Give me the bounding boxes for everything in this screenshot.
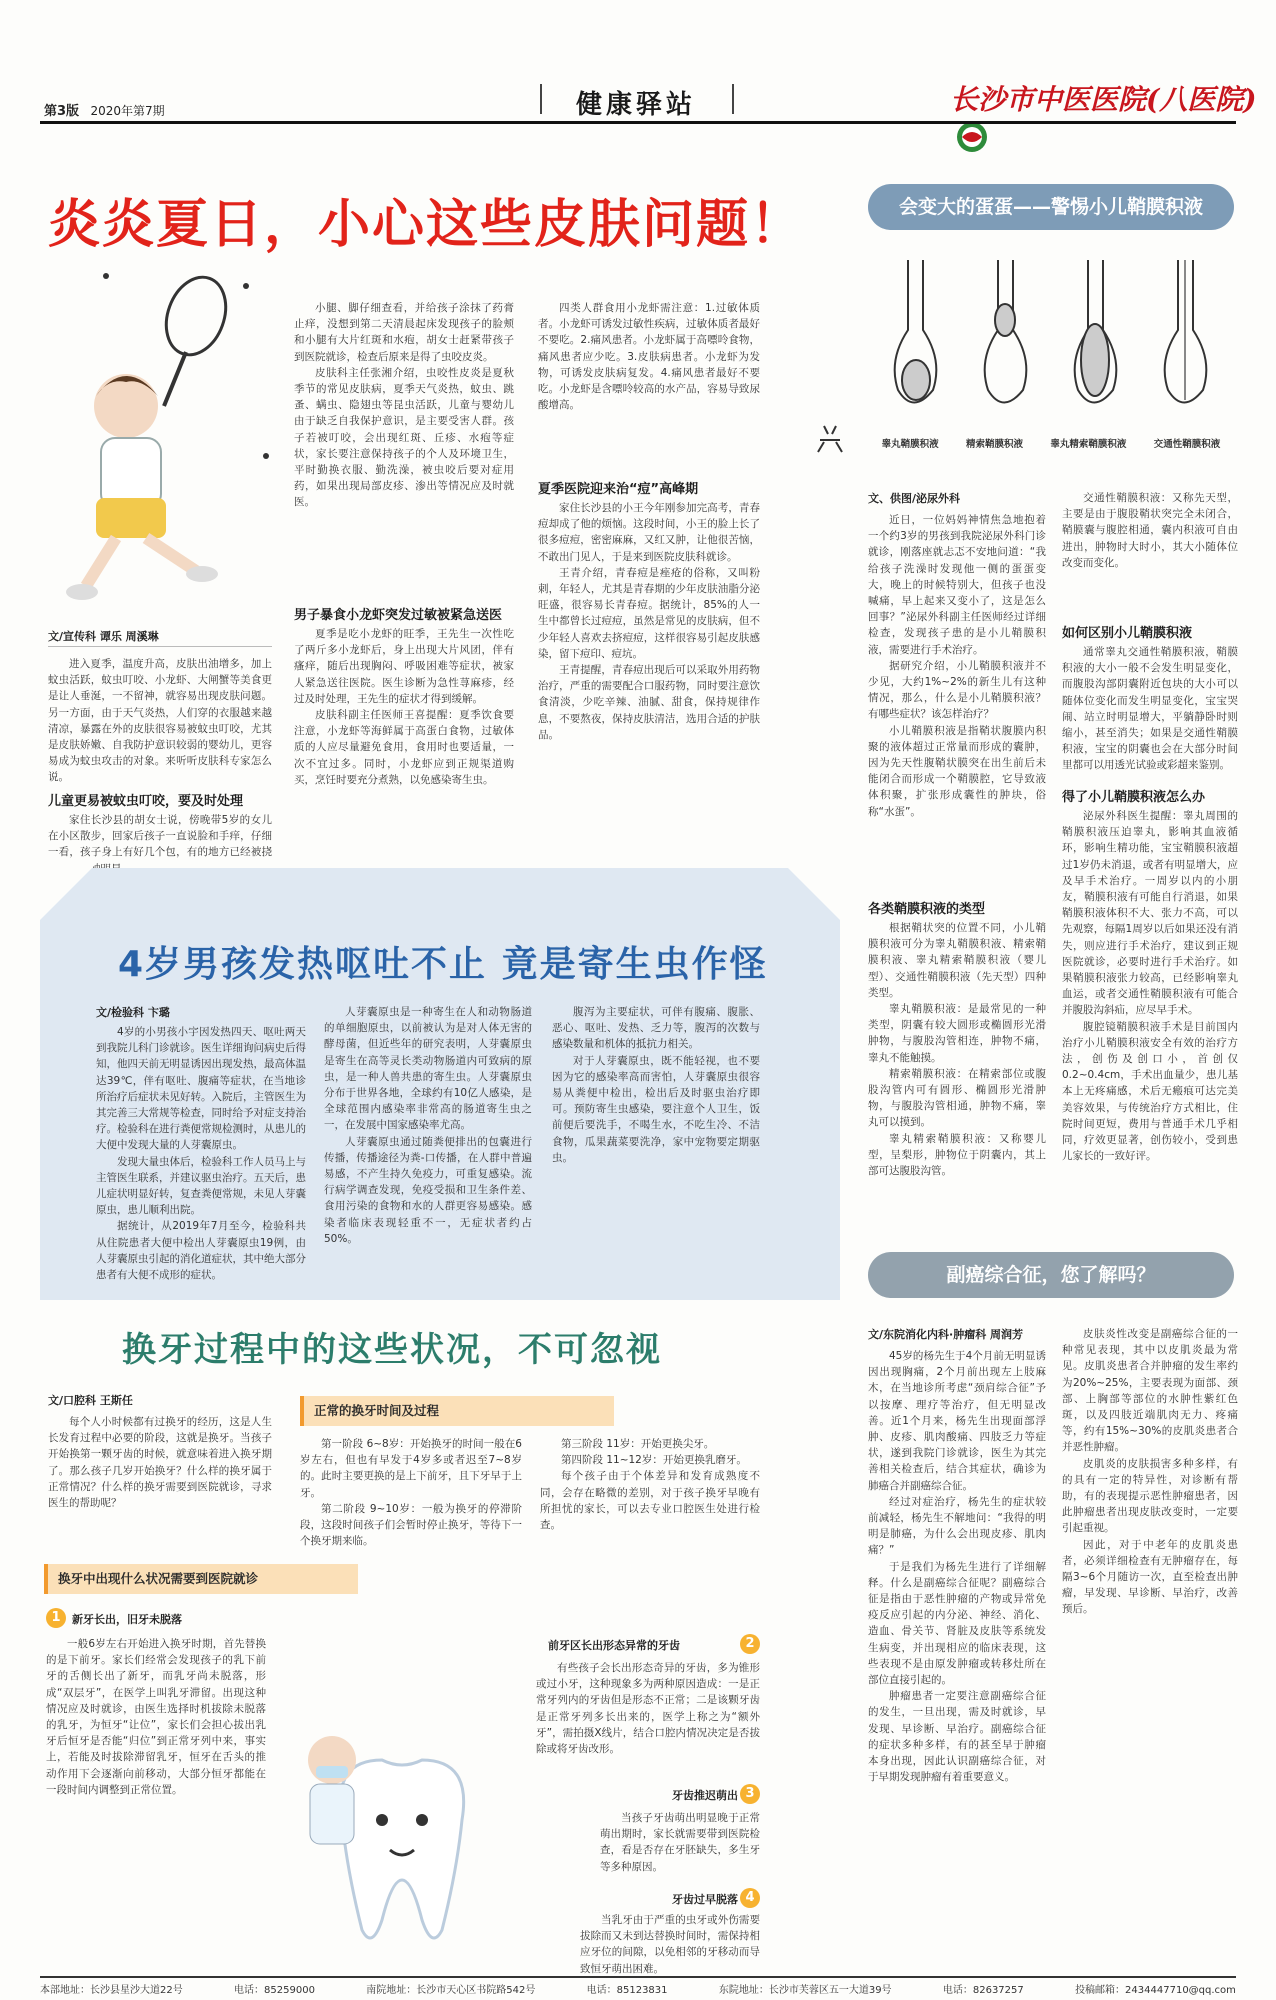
header-rule [40,121,1236,124]
article4-byline: 文、供图/泌尿外科 [868,492,961,505]
article3-intro: 每个人小时候都有过换牙的经历，这是人生长发育过程中必要的阶段，这就是换牙。当孩子开始换第一颗牙齿的时候，就意味着进入换牙期了。那么孩子几岁开始换牙？什么样的换牙属于正常情况？什么样的换牙需要到医院就诊，寻求医生的帮助呢？ [48,1416,272,1510]
label-testis-cord-hydrocele: 睾丸精索鞘膜积液 [1050,439,1127,450]
article4-col1-bottom: 根据鞘状突的位置不同，小儿鞘膜积液可分为睾丸鞘膜积液、精索鞘膜积液、睾丸精索鞘膜积液（婴儿型）、交通性鞘膜积液（先天型）四种类型。 睾丸鞘膜积液：是最常见的一种类型，阴囊有较大圆形或椭圆形光滑肿物，与腹股沟管相连，肿物不痛，睾丸不能触摸。 精索鞘膜积液：在精索部位或腹股沟管内可有圆形、椭圆形光滑肿物，与腹股沟管相通，肿物不痛，睾丸可以摸到。 睾丸精索鞘膜积液：又称婴儿型，呈梨形，肿物位于阴囊内，其上部可达腹股沟管。 [868,922,1046,1178]
label-normal-process: 正常的换牙时间及过程 [300,1396,614,1426]
label-clinic-visit: 换牙中出现什么状况需要到医院就诊 [44,1564,358,1594]
page-issue [44,100,165,119]
article1-col3-bottom: 家住长沙县的小王今年刚参加完高考，青春痘却成了他的烦恼。这段时间，小王的脸上长了很多痘痘，密密麻麻，又红又肿，让他很苦恼，不敢出门见人，于是来到医院皮肤科就诊。 王青介绍，青春痘是痤疮的俗称，又叫粉刺，年轻人，尤其是青春期的少年皮肤油脂分泌旺盛，很容易长青春痘。据统计，85%的人一生中都曾长过痘痘，虽然是常见的皮肤病，但不少年轻人喜欢去挤痘痘，这样很容易引起皮肤感染，留下痘印、痘坑。 王青提醒，青春痘出现后可以采取外用药物治疗，严重的需要配合口服药物，同时要注意饮食清淡，少吃辛辣、油腻、甜食，保持规律作息，不要熬夜，保持皮肤清洁，选用合适的护肤品。 [538,502,760,741]
footer-email: 投稿邮箱：2434447710@qq.com [1075,1985,1236,1996]
article2-col3: 腹泻为主要症状，可伴有腹痛、腹胀、恶心、呕吐、发热、乏力等，腹泻的次数与感染数量和机体的抵抗力相关。 对于人芽囊原虫，既不能轻视，也不要因为它的感染率高而害怕，人芽囊原虫很容易从粪便中检出，检出后及时驱虫治疗即可。预防寄生虫感染，要注意个人卫生，饭前便后要洗手，不喝生水，不吃生冷、不洁食物，瓜果蔬菜要洗净，家中宠物要定期驱虫。 [552,1006,760,1164]
diagram-labels [868,436,1234,450]
footer-addr-east: 东院地址：长沙市芙蓉区五一大道39号 [718,1985,892,1996]
item1-title: 新牙长出，旧牙未脱落 [72,1613,182,1626]
article2-byline: 文/检验科 卞璐 [96,1006,170,1019]
article1-title: 炎炎夏日，小心这些皮肤问题！ [48,195,805,255]
item3-text: 当孩子牙齿萌出明显晚于正常萌出期时，家长就需要带到医院检查，看是否存在牙胚缺失，多生牙等多种原因。 [600,1812,760,1873]
item1-number: 1 [46,1608,66,1628]
article1-sub1: 儿童更易被蚊虫叮咬，要及时处理 [48,794,244,809]
item2-title: 前牙区长出形态异常的牙齿 [548,1639,680,1652]
article4-sub3: 得了小儿鞘膜积液怎么办 [1062,790,1206,805]
item4-number: 4 [740,1888,760,1908]
article5-col1: 45岁的杨先生于4个月前无明显诱因出现胸痛，2个月前出现左上肢麻木，在当地诊所考虑“颈肩综合征”予以按摩、理疗等治疗，但无明显改善。近1个月来，杨先生出现面部浮肿、皮疹、肌肉酸痛、四肢乏力等症状，遂到我院门诊就诊，医生为其完善相关检查后，结合其症状，确诊为肺癌合并副癌综合征。 经过对症治疗，杨先生的症状较前减轻，杨先生不解地问：“我得的明明是肺癌，为什么会出现皮疹、肌肉痛？” 于是我们为杨先生进行了详细解释。什么是副癌综合征呢？副癌综合征是指由于恶性肿瘤的产物或异常免疫反应引起的内分泌、神经、消化、造血、骨关节、肾脏及皮肤等系统发生病变，并出现相应的临床表现，这些表现不是由原发肿瘤或转移灶所在部位直接引起的。 肿瘤患者一定要注意副癌综合征的发生，一旦出现，需及时就诊，早发现、早诊断、早治疗。副癌综合征的症状多种多样，有的甚至早于肿瘤本身出现，因此认识副癌综合征，对于早期发现肿瘤有着重要意义。 [868,1350,1046,1784]
label-cord-hydrocele: 精索鞘膜积液 [966,439,1024,450]
article1-sub2: 男子暴食小龙虾突发过敏被紧急送医 [294,608,503,623]
item3-number: 3 [740,1784,760,1804]
article4-col2-bottom: 泌尿外科医生提醒：睾丸周围的鞘膜积液压迫睾丸，影响其血液循环，影响生精功能，宝宝鞘膜积液超过1岁仍未消退，或者有明显增大，应及早手术治疗。一周岁以内的小朋友，鞘膜积液有可能自行消退，如果鞘膜积液体积不大、张力不高，可以先观察，每隔1周岁以后如果还没有消失，则应进行手术治疗，建议到正规医院就诊，必要时进行手术治疗。如果鞘膜积液张力较高，已经影响睾丸血运，或者交通性鞘膜积液有可能合并腹股沟斜疝，应尽早手术。 腹腔镜鞘膜积液手术是目前国内治疗小儿鞘膜积液安全有效的治疗方法，创伤及创口小，首创仅0.2~0.4cm，手术出血量少，患儿基本上无疼痛感，术后无瘢痕可达完美美容效果，与传统治疗方式相比，住院时间更短，费用与普通手术几乎相同，疗效更显著，创伤较小，受到患儿家长的一致好评。 [1062,810,1238,1163]
article1-byline: 文/宣传科 谭乐 周溪琳 [48,630,159,643]
article5-byline: 文/东院消化内科·肿瘤科 周润芳 [868,1328,1024,1341]
article1-col2-top: 小腿、脚仔细查看，并给孩子涂抹了药膏止痒，没想到第二天清晨起床发现孩子的脸颊和小腿有大片红斑和水疱，胡女士赶紧带孩子到医院就诊，检查后原来是得了虫咬皮炎。 皮肤科主任张湘介绍，虫咬性皮炎是夏秋季节的常见皮肤病，夏季天气炎热，蚊虫、跳蚤、螨虫、隐翅虫等昆虫活跃，儿童与婴幼儿由于缺乏自我保护意识，是主要受害人群。孩子若被叮咬，会出现红斑、丘疹、水疱等症状，家长要注意保持孩子的个人及环境卫生，平时勤换衣服、勤洗澡，被虫咬后要对症用药，如果出现局部皮疹、渗出等情况应及时就医。 [294,302,514,509]
article3-byline: 文/口腔科 王斯任 [48,1394,133,1407]
article1-col2-bottom: 夏季是吃小龙虾的旺季，王先生一次性吃了两斤多小龙虾后，身上出现大片风团，伴有瘙痒，随后出现胸闷、呼吸困难等症状，被家人紧急送往医院。医生诊断为急性荨麻疹，经过及时处理，王先生的症状才得到缓解。 皮肤科副主任医师王喜提醒：夏季饮食要注意，小龙虾等海鲜属于高蛋白食物，过敏体质的人应尽量避免食用，食用时也要适量，一次不宜过多。同时，小龙虾应到正规渠道购买，烹饪时要充分煮熟，以免感染寄生虫。 [294,628,514,786]
emblem-icon [956,121,988,153]
article3-title: 换牙过程中的这些状况，不可忽视 [122,1330,662,1370]
item2-text: 有些孩子会长出形态奇异的牙齿，多为锥形或过小牙，这种现象多为两种原因造成：一是正常牙列内的牙齿但是形态不正常；二是该颗牙齿是正常牙列多长出来的，医学上称之为“额外牙”，需拍摄X线片，结合口腔内情况决定是否拔除或将牙齿改形。 [536,1662,760,1756]
article4-col2-top: 交通性鞘膜积液：又称先天型，主要是由于腹股鞘状突完全未闭合，鞘膜囊与腹腔相通，囊内积液可自由进出，肿物时大时小，其大小随体位改变而变化。 [1062,492,1238,569]
item1-text: 一般6岁左右开始进入换牙时期，首先替换的是下前牙。家长们经常会发现孩子的乳下前牙的舌侧长出了新牙，而乳牙尚未脱落，形成“双层牙”，在医学上叫乳牙滞留。出现这种情况应及时就诊，由医生选择时机拔除未脱落的乳牙，为恒牙“让位”，家长们会担心拔出乳牙后恒牙是否能“归位”到正常牙列中来，事实上，若能及时拔除滞留乳牙，恒牙在舌头的推动作用下会逐渐向前移动，大部分恒牙都能在一段时间内调整到正常位置。 [46,1638,266,1796]
hospital-logo [950,78,1276,153]
footer [40,1976,1236,1994]
mosquito-icon [810,420,850,460]
article5-title: 副癌综合征，您了解吗？ [868,1252,1234,1298]
article1-p1: 家住长沙县的胡女士说，傍晚带5岁的女儿在小区散步，回家后孩子一直说脸和手痒，仔细一看，孩子身上有好几个包，有的地方已经被挠 [48,814,272,859]
issue-number: 2020年第7期 [90,104,165,118]
column-title: 健康驿站 [575,90,696,120]
article4-sub2: 如何区别小儿鞘膜积液 [1062,626,1193,641]
article2-col1: 4岁的小男孩小宇因发热四天、呕吐两天到我院儿科门诊就诊。医生详细询问病史后得知，他四天前无明显诱因出现发热，最高体温达39℃，伴有呕吐、腹痛等症状，在当地诊所治疗后症状未见好转。入院后，主管医生为其完善三大常规等检查，同时给予对症支持治疗。检验科在进行粪便常规检测时，从患儿的大便中发现大量的人芽囊原虫。 发现大量虫体后，检验科工作人员马上与主管医生联系，并建议驱虫治疗。五天后，患儿症状明显好转，复查粪便常规，未见人芽囊原虫，患儿顺利出院。 据统计，从2019年7月至今，检验科共从住院患者大便中检出人芽囊原虫19例，由人芽囊原虫引起的消化道症状，其中绝大部分患者有大便不成形的症状。 [96,1026,306,1282]
band-decoration [40,860,840,920]
article4-col2-mid: 通常睾丸交通性鞘膜积液，鞘膜积液的大小一般不会发生明显变化，而腹股沟部阴囊附近包块的大小可以随体位变化而发生明显变化，宝宝哭闹、站立时明显增大，平躺静卧时则缩小，甚至消失；如果是交通性鞘膜积液，宝宝的阴囊也会在大部分时间里都可以用透光试验或彩超来鉴别。 [1062,646,1238,772]
footer-tel-south: 电话：85123831 [586,1985,668,1996]
hydrocele-diagram [868,250,1234,430]
footer-addr-main: 本部地址：长沙县星沙大道22号 [40,1985,183,1996]
article4-sub1: 各类鞘膜积液的类型 [868,902,986,917]
article2-col2: 人芽囊原虫是一种寄生在人和动物肠道的单细胞原虫，以前被认为是对人体无害的酵母菌，但近些年的研究表明，人芽囊原虫是寄生在高等灵长类动物肠道内可致病的原虫，是一种人兽共患的寄生虫。人芽囊原虫分布于世界各地，全球约有10亿人感染，是全球范围内感染率非常高的肠道寄生虫之一，在发展中国家感染率尤高。 人芽囊原虫通过随粪便排出的包囊进行传播，传播途径为粪-口传播，在人群中普遍易感，不产生持久免疫力，可重复感染。流行病学调查发现，免疫受损和卫生条件差、食用污染的食物和水的人群更容易感染。感染者临床表现轻重不一，无症状者约占50%。 [324,1006,532,1245]
label-communicating-hydrocele: 交通性鞘膜积液 [1153,439,1221,450]
footer-tel-east: 电话：82637257 [942,1985,1024,1996]
header-divider-right [732,84,734,114]
article2-title: 4岁男孩发热呕吐不止 竟是寄生虫作怪 [118,944,768,985]
article4-title: 会变大的蛋蛋——警惕小儿鞘膜积液 [868,184,1234,230]
page-number: 第3版 [44,104,80,119]
header-divider-left [540,84,542,114]
article1-intro: 进入夏季，温度升高，皮肤出油增多，加上蚊虫活跃，蚊虫叮咬、小龙虾、大闸蟹等美食更是让人垂涎，一不留神，就容易出现皮肤问题。另一方面，由于天气炎热，人们穿的衣服越来越清凉，暴露在外的皮肤很容易被蚊虫叮咬，尤其是皮肤娇嫩、自我防护意识较弱的婴幼儿，更容易成为蚊虫攻击的对象。来听听皮肤科专家怎么说。 [48,658,272,784]
footer-tel-main: 电话：85259000 [234,1985,315,1996]
article1-col3-top: 四类人群食用小龙虾需注意：1.过敏体质者。小龙虾可诱发过敏性疾病，过敏体质者最好不要吃。2.痛风患者。小龙虾属于高嘌呤食物，痛风患者应少吃。3.皮肤病患者。小龙虾为发物，可诱发皮肤病复发。4.痛风患者最好不要吃。小龙虾是含嘌呤较高的水产品，容易导致尿酸增高。 [538,302,760,412]
logo-text: 长沙市中医医院(八医院) [950,83,1257,116]
item2-number: 2 [740,1634,760,1654]
normal-col2: 第三阶段 11岁：开始更换尖牙。 第四阶段 11~12岁：开始更换乳磨牙。 每个孩子由于个体差异和发育成熟度不同，会存在略微的差别，对于孩子换牙早晚有所担忧的家长，可以去专业口腔医生处进行检查。 [540,1438,760,1532]
normal-col1: 第一阶段 6~8岁：开始换牙的时间一般在6岁左右，但也有早发于4岁多或者迟至7~8岁的。此时主要更换的是上下前牙，且下牙早于上牙。 第二阶段 9~10岁：一般为换牙的停滞阶段，这段时间孩子们会暂时停止换牙，等待下一个换牙期来临。 [300,1438,522,1548]
article5-col2: 皮肤炎性改变是副癌综合征的一种常见表现，其中以皮肌炎最为常见。皮肌炎患者合并肿瘤的发生率约为20%~25%，主要表现为面部、颈部、上胸部等部位的水肿性紫红色斑，以及四肢近端肌肉无力、疼痛等，约有15%~30%的皮肌炎患者合并恶性肿瘤。 皮肌炎的皮肤损害多种多样，有的具有一定的特异性，对诊断有帮助，有的表现提示恶性肿瘤患者，因此肿瘤患者出现皮肤改变时，一定要引起重视。 因此，对于中老年的皮肌炎患者，必须详细检查有无肿瘤存在，每隔3~6个月随访一次，直至检查出肿瘤，早发现、早诊断、早治疗，改善预后。 [1062,1328,1238,1616]
boy-racket-illustration [46,256,286,616]
article4-col1-top: 近日，一位妈妈神情焦急地抱着一个约3岁的男孩到我院泌尿外科门诊就诊，刚落座就忐忑不安地问道：“我给孩子洗澡时发现他一侧的蛋蛋变大，晚上的时候特别大，但孩子也没喊痛，早上起来又变小了，这是怎么回事？”泌尿外科副主任医师经过详细检查，发现孩子患的是小儿鞘膜积液，需要进行手术治疗。 据研究介绍，小儿鞘膜积液并不少见，大约1%~2%的新生儿有这种情况，那么，什么是小儿鞘膜积液？有哪些症状？该怎样治疗？ 小儿鞘膜积液是指鞘状腹膜内积聚的液体超过正常量而形成的囊肿，因为先天性腹鞘状膜突在出生前后未能闭合而形成一个鞘膜腔，它导致液体积聚，扩张形成囊性的肿块，俗称“水蛋”。 [868,514,1046,818]
byline-rule [48,646,272,647]
label-testis-hydrocele: 睾丸鞘膜积液 [881,439,939,450]
article1-sub3: 夏季医院迎来治“痘”高峰期 [538,482,699,497]
footer-addr-south: 南院地址：长沙市天心区书院路542号 [366,1985,536,1996]
item4-title: 牙齿过早脱落 [672,1893,738,1906]
item4-text: 当乳牙由于严重的虫牙或外伤需要拔除而又未到达替换时间时，需保持相应牙位的间隙，以免相邻的牙移动而导致恒牙萌出困难。 [580,1914,760,1975]
tooth-doctor-illustration [272,1700,532,1960]
item3-title: 牙齿推迟萌出 [672,1789,738,1802]
